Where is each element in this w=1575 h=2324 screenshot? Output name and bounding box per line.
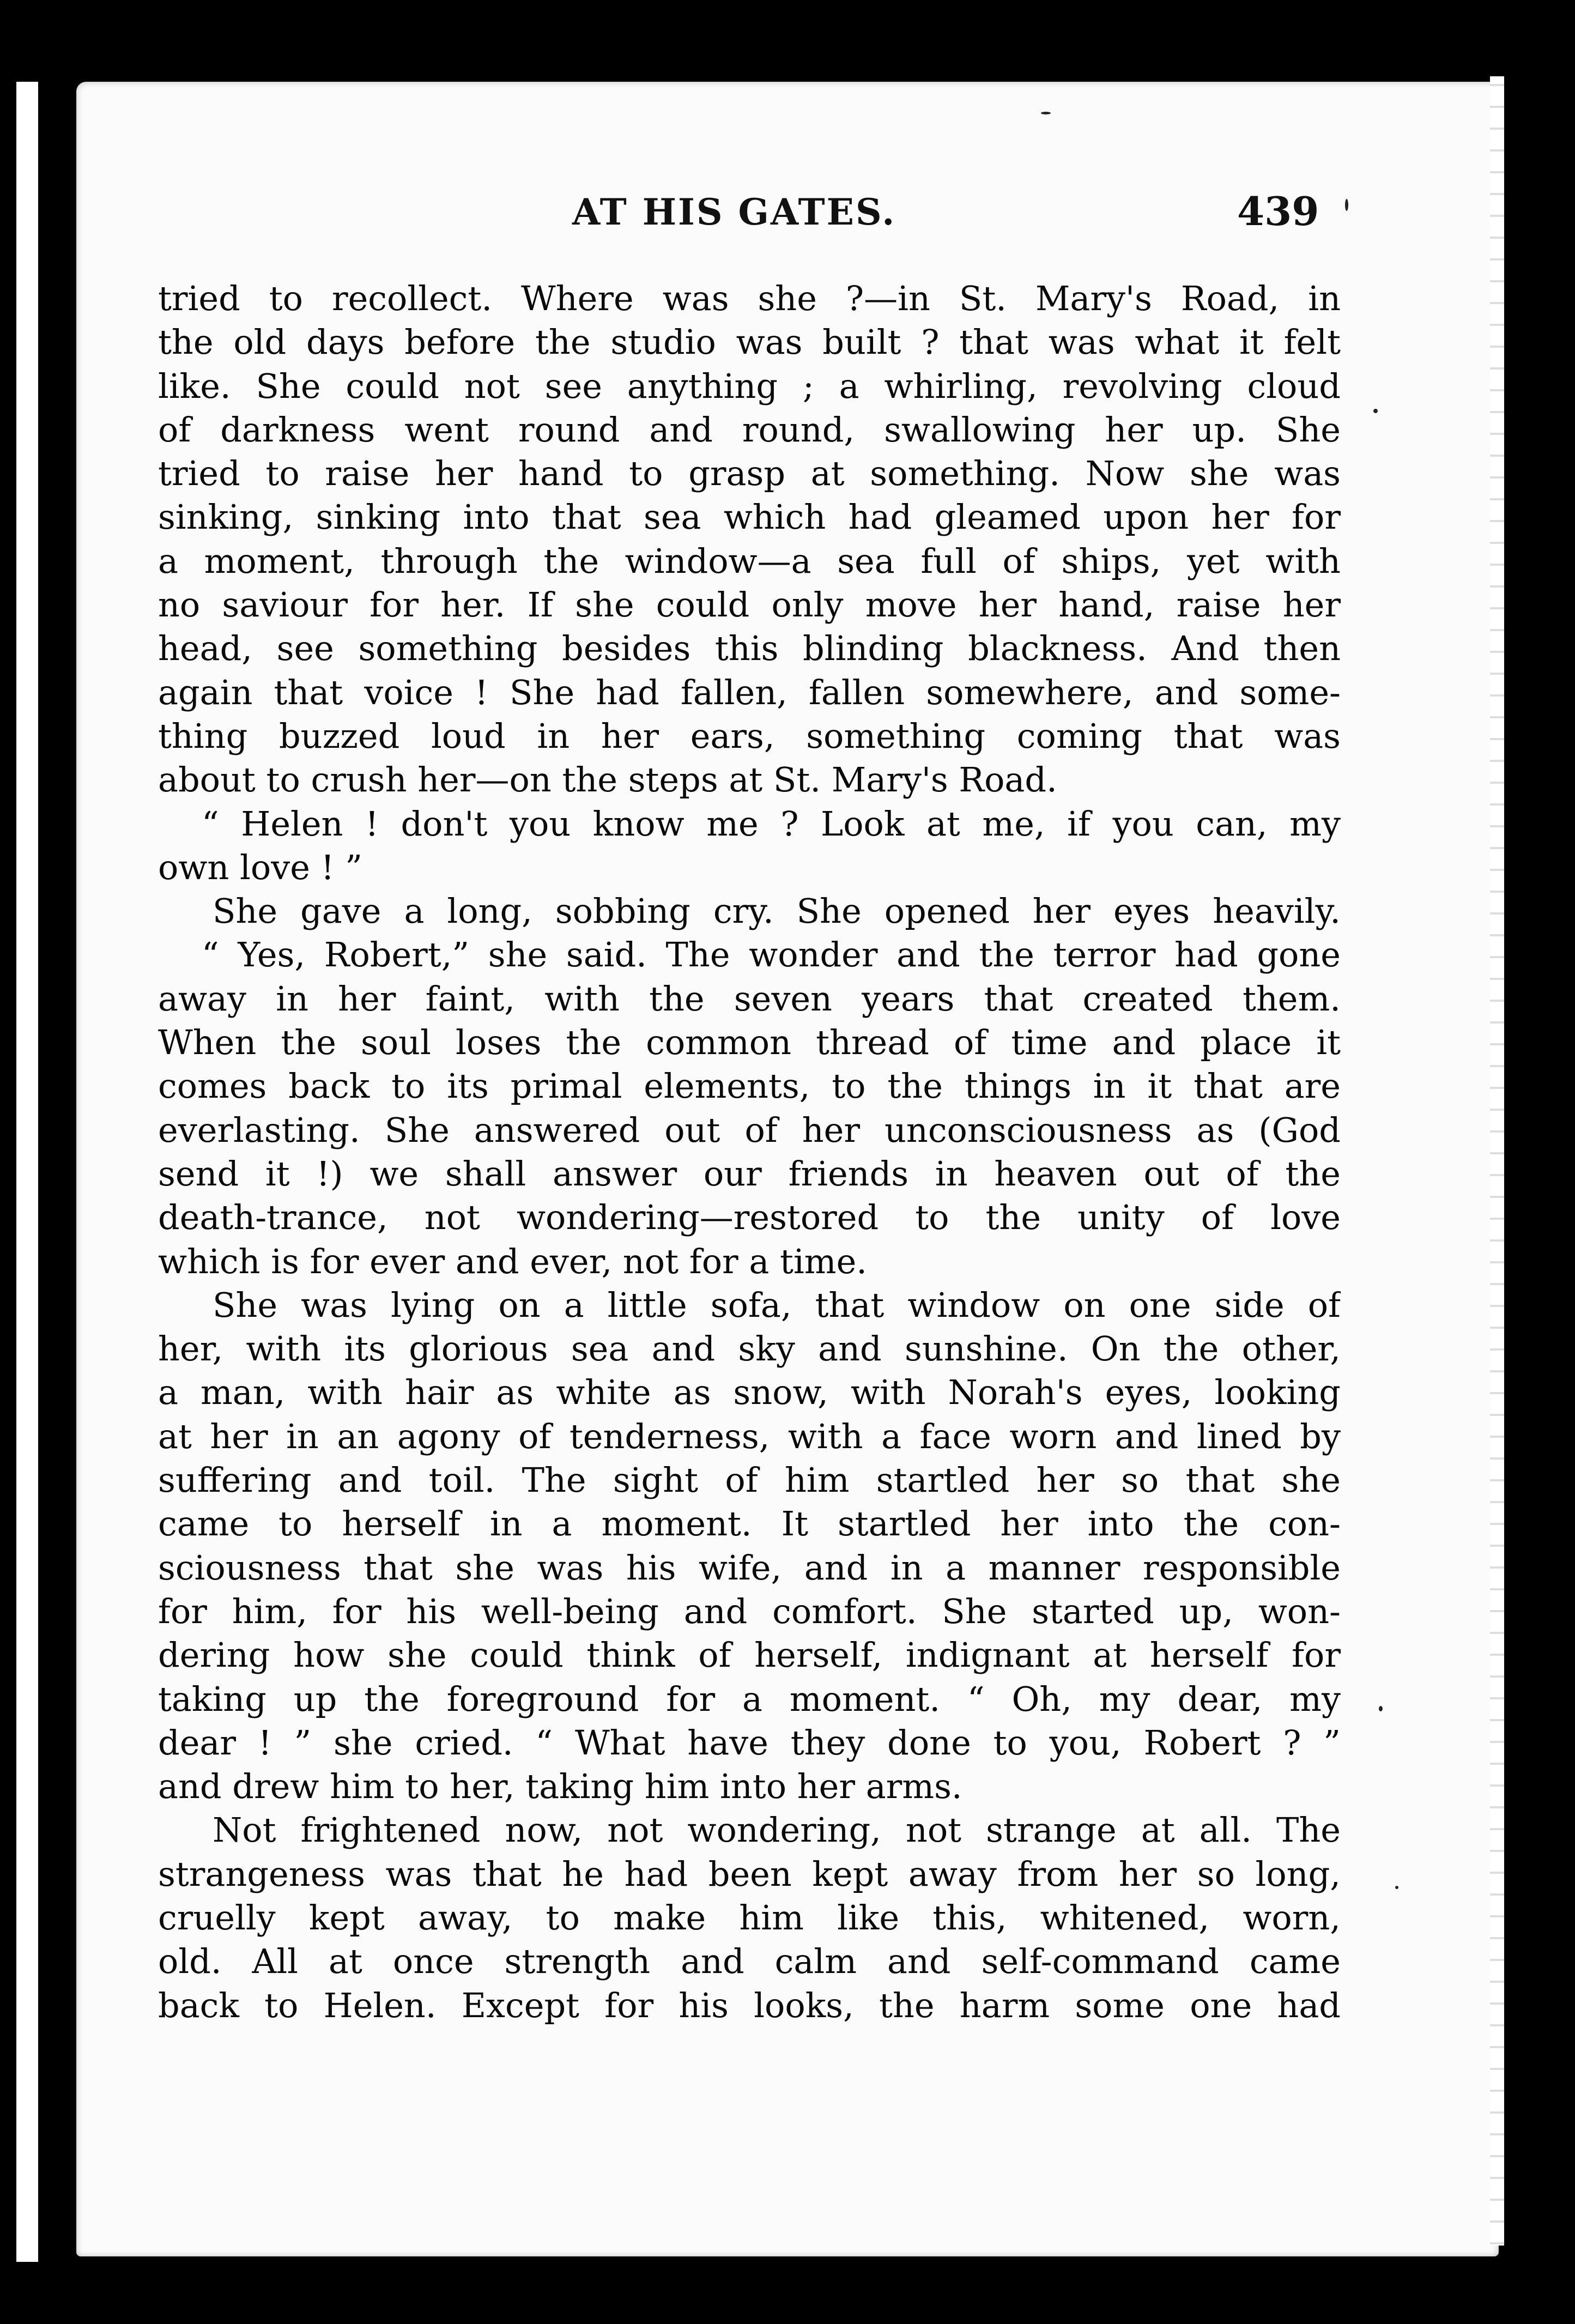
text-line: back to Helen. Except for his looks, the harm some one had bbox=[158, 1985, 1341, 2025]
scan-speck bbox=[1395, 1886, 1398, 1889]
text-line: a moment, through the window—a sea full of ships, yet with bbox=[158, 541, 1341, 581]
text-line: old. All at once strength and calm and self-command came bbox=[158, 1941, 1341, 1982]
scan-speck bbox=[1345, 199, 1348, 211]
text-line: She was lying on a little sofa, that window on one side of bbox=[213, 1285, 1341, 1325]
scan-speck bbox=[1373, 409, 1378, 413]
text-line: Not frightened now, not wondering, not strange at all. The bbox=[213, 1810, 1341, 1850]
running-title: AT HIS GATES. bbox=[572, 191, 896, 233]
text-line: dering how she could think of herself, indignant at herself for bbox=[158, 1635, 1341, 1675]
scan-speck bbox=[1041, 112, 1051, 114]
text-line: cruelly kept away, to make him like this, whitened, worn, bbox=[158, 1897, 1341, 1938]
text-line: about to crush her—on the steps at St. Mary's Road. bbox=[158, 760, 1057, 800]
text-line: suffering and toil. The sight of him startled her so that she bbox=[158, 1460, 1341, 1500]
text-line: of darkness went round and round, swallowing her up. She bbox=[158, 409, 1341, 450]
text-line: came to herself in a moment. It startled her into the con- bbox=[158, 1504, 1341, 1544]
text-line: When the soul loses the common thread of time and place it bbox=[158, 1022, 1341, 1063]
text-line: send it !) we shall answer our friends in heaven out of the bbox=[158, 1153, 1341, 1194]
text-line: away in her faint, with the seven years that created them. bbox=[158, 978, 1341, 1019]
scan-left-margin bbox=[16, 82, 38, 2262]
text-line: sciousness that she was his wife, and in a manner responsible bbox=[158, 1547, 1341, 1588]
text-line: no saviour for her. If she could only move her hand, raise her bbox=[158, 585, 1341, 625]
text-line: “ Yes, Robert,” she said. The wonder and the terror had gone bbox=[202, 935, 1341, 975]
text-line: head, see something besides this blinding blackness. And then bbox=[158, 628, 1341, 669]
text-line: which is for ever and ever, not for a time. bbox=[158, 1241, 867, 1281]
page-right-edge bbox=[1490, 76, 1504, 2246]
text-line: again that voice ! She had fallen, fallen somewhere, and some- bbox=[158, 672, 1341, 712]
text-line: everlasting. She answered out of her unconsciousness as (God bbox=[158, 1110, 1341, 1150]
text-line: dear ! ” she cried. “ What have they done to you, Robert ? ” bbox=[158, 1722, 1341, 1763]
text-line: thing buzzed loud in her ears, something coming that was bbox=[158, 716, 1341, 756]
page-body bbox=[158, 277, 1341, 2028]
text-line: a man, with hair as white as snow, with Norah's eyes, looking bbox=[158, 1372, 1341, 1413]
text-line: like. She could not see anything ; a whirling, revolving cloud bbox=[158, 366, 1341, 406]
text-line: and drew him to her, taking him into her arms. bbox=[158, 1766, 962, 1807]
text-line: taking up the foreground for a moment. “ Oh, my dear, my bbox=[158, 1679, 1341, 1719]
text-line: the old days before the studio was built ? that was what it felt bbox=[158, 322, 1341, 362]
text-line: sinking, sinking into that sea which had gleamed upon her for bbox=[158, 497, 1341, 537]
text-line: own love ! ” bbox=[158, 847, 362, 887]
text-line: tried to recollect. Where was she ?—in St. Mary's Road, in bbox=[158, 279, 1341, 318]
text-line: strangeness was that he had been kept away from her so long, bbox=[158, 1854, 1341, 1894]
scan-speck bbox=[1379, 1706, 1383, 1711]
text-line: comes back to its primal elements, to the things in it that are bbox=[158, 1066, 1341, 1106]
text-line: death-trance, not wondering—restored to the unity of love bbox=[158, 1197, 1341, 1238]
text-line: She gave a long, sobbing cry. She opened her eyes heavily. bbox=[213, 891, 1341, 931]
text-line: her, with its glorious sea and sky and sunshine. On the other, bbox=[158, 1329, 1341, 1369]
text-line: for him, for his well-being and comfort. She started up, won- bbox=[158, 1591, 1341, 1631]
text-line: tried to raise her hand to grasp at something. Now she was bbox=[158, 453, 1341, 494]
text-line: at her in an agony of tenderness, with a face worn and lined by bbox=[158, 1416, 1341, 1456]
page-number: 439 bbox=[1237, 188, 1319, 234]
text-line: “ Helen ! don't you know me ? Look at me, if you can, my bbox=[202, 803, 1341, 844]
